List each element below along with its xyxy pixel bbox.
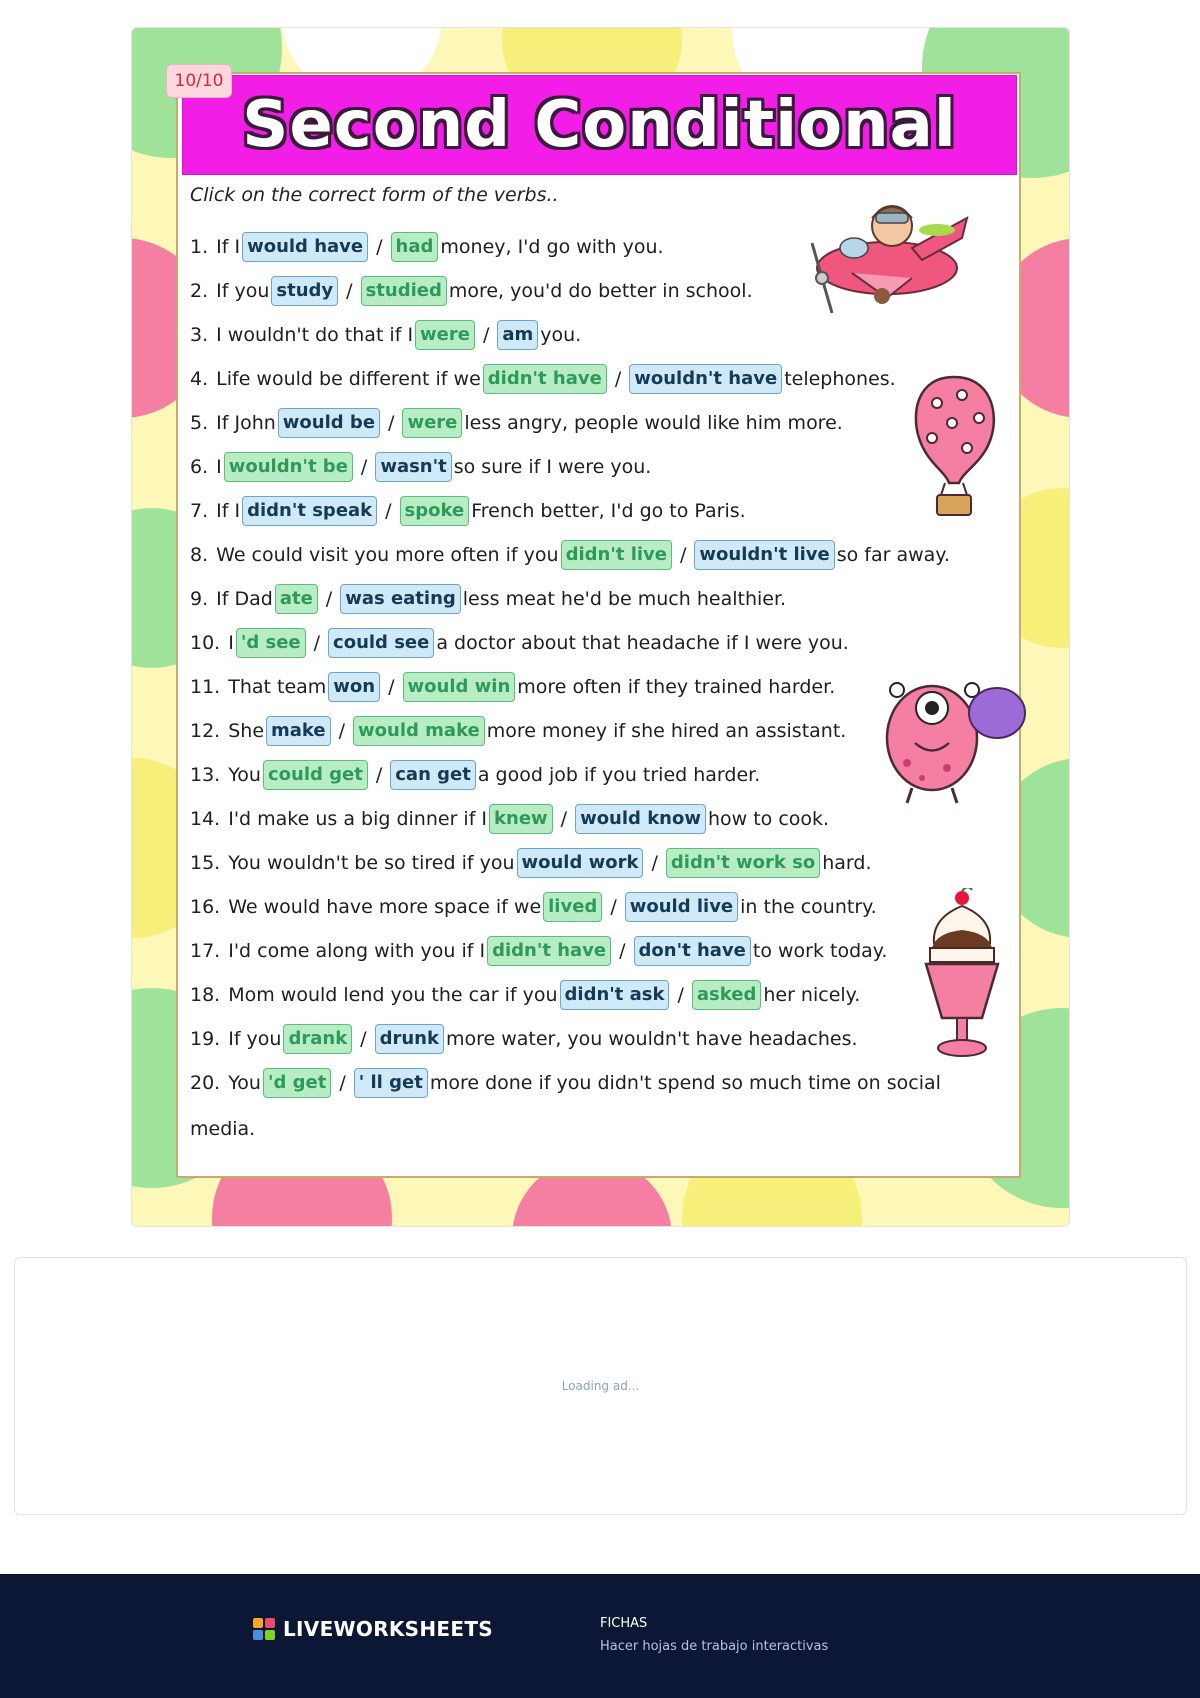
sentence-text: more done if you didn't spend so much time on social [429, 1072, 941, 1094]
answer-option[interactable]: didn't have [483, 364, 607, 394]
answer-option[interactable]: would work [517, 848, 644, 878]
answer-option[interactable]: would make [353, 716, 485, 746]
answer-option[interactable]: would know [575, 804, 706, 834]
sentence-number: 2. [190, 280, 209, 302]
logo-square [265, 1618, 275, 1628]
sentence-number: 3. [190, 324, 209, 346]
sentence-text: I'd make us a big dinner if I [228, 808, 488, 830]
option-separator: / [338, 720, 346, 742]
option-separator: / [385, 500, 392, 522]
sentence-text: If you [228, 1028, 282, 1050]
answer-option[interactable]: wouldn't live [694, 540, 834, 570]
sentence-row [190, 538, 950, 572]
sentence-text: so sure if I were you. [453, 456, 652, 478]
footer-section-link[interactable]: Hacer hojas de trabajo interactivas [600, 1639, 829, 1654]
answer-option[interactable]: had [391, 232, 439, 262]
answer-option[interactable]: drunk [375, 1024, 444, 1054]
answer-option[interactable]: make [266, 716, 331, 746]
worksheet-card [131, 27, 1070, 1227]
sentence-number: 8. [190, 544, 209, 566]
sentence-text: less angry, people would like him more. [464, 412, 843, 434]
sentence-text: a doctor about that headache if I were you. [436, 632, 849, 654]
logo-square [253, 1618, 263, 1628]
sentence-number: 14. [190, 808, 221, 830]
answer-option[interactable]: could see [328, 628, 434, 658]
sentence-number: 12. [190, 720, 221, 742]
sentence-text: She [228, 720, 265, 742]
ad-container [14, 1257, 1187, 1515]
sentence-row [190, 1022, 858, 1056]
sentence-text: You [228, 1072, 261, 1094]
worksheet-title: Second Conditional [242, 88, 957, 162]
option-separator: / [651, 852, 658, 874]
sentence-text: If I [216, 236, 241, 258]
answer-option[interactable]: didn't live [561, 540, 672, 570]
logo-square [253, 1630, 263, 1640]
answer-option[interactable]: knew [489, 804, 553, 834]
sentence-number: 15. [190, 852, 221, 874]
sentence-text: hard. [822, 852, 872, 874]
answer-option[interactable]: were [402, 408, 462, 438]
answer-option[interactable]: didn't ask [560, 980, 670, 1010]
sentence-row [190, 626, 849, 660]
sentence-text: you. [540, 324, 582, 346]
balloon-illustration [907, 373, 1002, 518]
sentence-text: more water, you wouldn't have headaches. [445, 1028, 858, 1050]
sentence-text: French better, I'd go to Paris. [471, 500, 746, 522]
answer-option[interactable]: would have [242, 232, 368, 262]
answer-option[interactable]: won [328, 672, 380, 702]
sentence-text: Mom would lend you the car if you [228, 984, 558, 1006]
sentence-row [190, 758, 760, 792]
sentence-text: media. [190, 1118, 256, 1140]
sentence-number: 18. [190, 984, 221, 1006]
instruction-text: Click on the correct form of the verbs.. [190, 184, 559, 206]
sentence-continuation [190, 1112, 255, 1146]
answer-option[interactable]: would win [403, 672, 516, 702]
answer-option[interactable]: lived [543, 892, 602, 922]
monster-illustration [877, 668, 1027, 808]
answer-option[interactable]: don't have [634, 936, 751, 966]
airplane-illustration [792, 188, 972, 318]
option-separator: / [360, 456, 368, 478]
answer-option[interactable]: ate [275, 584, 318, 614]
sentence-text: If I [216, 500, 241, 522]
answer-option[interactable]: study [271, 276, 338, 306]
sentence-row [190, 318, 581, 352]
sentence-text: her nicely. [763, 984, 861, 1006]
sentence-text: how to cook. [707, 808, 830, 830]
site-footer [0, 1574, 1200, 1698]
logo-square [265, 1630, 275, 1640]
sentence-text: I [216, 456, 222, 478]
answer-option[interactable]: asked [692, 980, 761, 1010]
answer-option[interactable]: would be [278, 408, 380, 438]
sentence-number: 10. [190, 632, 221, 654]
sentence-row [190, 362, 896, 396]
sentence-number: 6. [190, 456, 209, 478]
sentence-row [190, 846, 871, 880]
sentence-row [190, 230, 664, 264]
answer-option[interactable]: drank [283, 1024, 352, 1054]
sentence-number: 11. [190, 676, 221, 698]
answer-option[interactable]: was eating [340, 584, 461, 614]
option-separator: / [360, 1028, 367, 1050]
sentence-text: a good job if you tried harder. [477, 764, 761, 786]
sentence-text: If you [216, 280, 270, 302]
title-banner [182, 75, 1017, 175]
sentence-text: You wouldn't be so tired if you [228, 852, 515, 874]
option-separator: / [313, 632, 321, 654]
answer-option[interactable]: 'd get [263, 1068, 331, 1098]
answer-option[interactable]: were [415, 320, 475, 350]
option-separator: / [614, 368, 622, 390]
option-separator: / [679, 544, 687, 566]
sentence-number: 4. [190, 368, 209, 390]
option-separator: / [482, 324, 490, 346]
sentence-number: 5. [190, 412, 209, 434]
sentence-text: money, I'd go with you. [440, 236, 664, 258]
sentence-number: 9. [190, 588, 209, 610]
sentence-row [190, 450, 651, 484]
answer-option[interactable]: wouldn't be [224, 452, 353, 482]
sentence-text: I wouldn't do that if I [216, 324, 414, 346]
sentence-text: more often if they trained harder. [517, 676, 836, 698]
sentence-text: We would have more space if we [228, 896, 542, 918]
sentence-row [190, 714, 846, 748]
sentence-row [190, 274, 753, 308]
sentence-row [190, 494, 746, 528]
sentence-number: 19. [190, 1028, 221, 1050]
answer-option[interactable]: didn't speak [242, 496, 377, 526]
sentence-row [190, 934, 887, 968]
footer-section-heading[interactable]: FICHAS [600, 1616, 648, 1631]
sentence-text: in the country. [740, 896, 877, 918]
sentence-text: That team [228, 676, 327, 698]
sentence-text: to work today. [752, 940, 888, 962]
option-separator: / [346, 280, 353, 302]
answer-option[interactable]: didn't have [487, 936, 611, 966]
sentence-row [190, 406, 843, 440]
score-badge: 10/10 [166, 64, 232, 98]
option-separator: / [375, 764, 383, 786]
answer-option[interactable]: could get [263, 760, 368, 790]
answer-option[interactable]: ' ll get [354, 1068, 428, 1098]
sentence-text: I'd come along with you if I [228, 940, 486, 962]
sentence-row [190, 802, 829, 836]
liveworksheets-logo-icon [253, 1618, 275, 1640]
answer-option[interactable]: can get [390, 760, 476, 790]
sentence-text: You [228, 764, 261, 786]
sentence-text: If Dad [216, 588, 273, 610]
sentence-text: I [228, 632, 234, 654]
sentence-text: If John [216, 412, 276, 434]
answer-option[interactable]: am [497, 320, 538, 350]
sentence-number: 7. [190, 500, 209, 522]
sentence-number: 13. [190, 764, 221, 786]
sentence-number: 16. [190, 896, 221, 918]
ad-loading-text: Loading ad... [561, 1379, 640, 1393]
sentence-row [190, 978, 860, 1012]
answer-option[interactable]: didn't work so [666, 848, 820, 878]
answer-option[interactable]: would live [625, 892, 738, 922]
option-separator: / [619, 940, 626, 962]
answer-option[interactable]: wouldn't have [629, 364, 782, 394]
sentence-text: more money if she hired an assistant. [486, 720, 847, 742]
sentence-number: 17. [190, 940, 221, 962]
sentence-number: 1. [190, 236, 209, 258]
sentence-text: We could visit you more often if you [216, 544, 559, 566]
answer-option[interactable]: studied [361, 276, 447, 306]
brand-name: LIVEWORKSHEETS [283, 1617, 494, 1641]
sentence-row [190, 890, 877, 924]
option-separator: / [610, 896, 617, 918]
sentence-text: so far away. [836, 544, 950, 566]
sentence-number: 20. [190, 1072, 221, 1094]
sentence-row [190, 670, 835, 704]
answer-option[interactable]: 'd see [236, 628, 306, 658]
footer-logo[interactable] [253, 1617, 493, 1641]
option-separator: / [560, 808, 568, 830]
option-separator: / [388, 412, 395, 434]
option-separator: / [376, 236, 383, 258]
sentence-row [190, 1066, 941, 1100]
answer-option[interactable]: wasn't [375, 452, 451, 482]
sundae-illustration [922, 888, 1002, 1063]
answer-option[interactable]: spoke [400, 496, 470, 526]
option-separator: / [388, 676, 395, 698]
sentence-row [190, 582, 786, 616]
option-separator: / [677, 984, 684, 1006]
sentence-text: telephones. [784, 368, 896, 390]
option-separator: / [325, 588, 333, 610]
sentence-text: Life would be different if we [216, 368, 481, 390]
option-separator: / [339, 1072, 346, 1094]
sentence-text: less meat he'd be much healthier. [462, 588, 787, 610]
sentence-text: more, you'd do better in school. [448, 280, 753, 302]
